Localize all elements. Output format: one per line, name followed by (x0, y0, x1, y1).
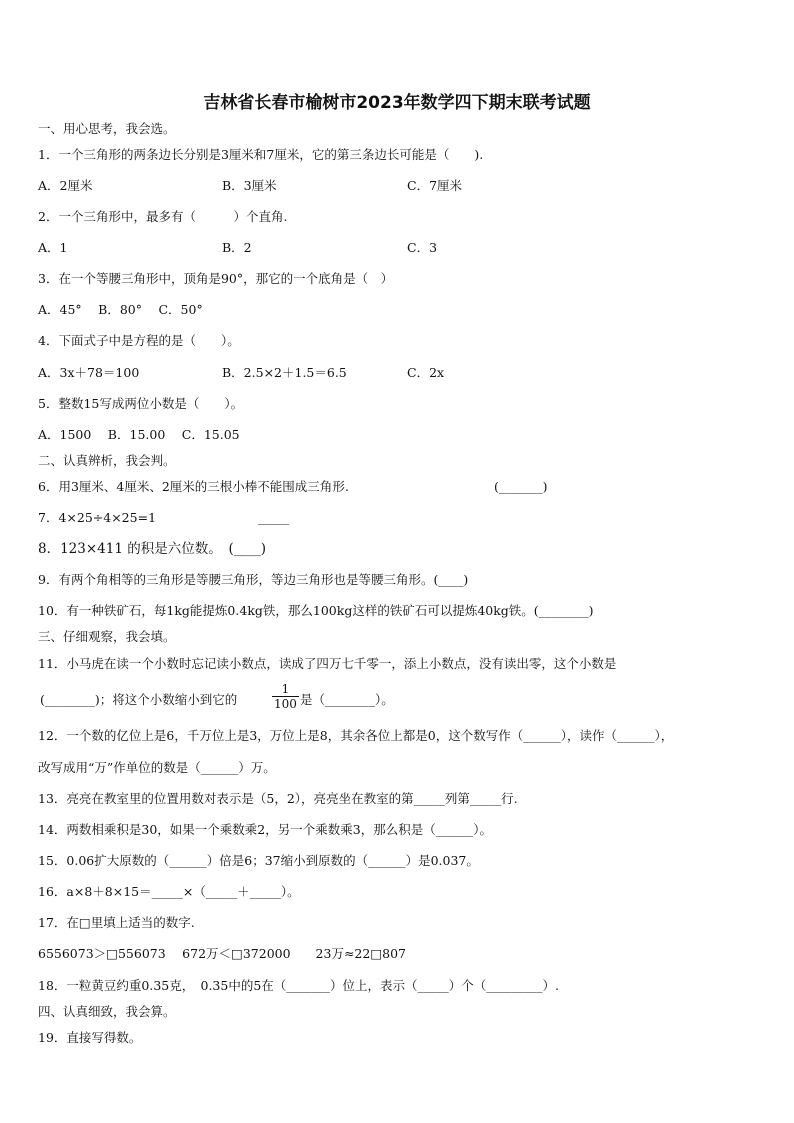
fraction-one-hundredth (272, 682, 299, 711)
question-16: 16．a×8＋8×15＝_____×（_____＋_____）。 (38, 884, 300, 899)
q1-option-a: A．2厘米 (38, 178, 93, 193)
question-7: 7．4×25÷4×25=1 (38, 510, 157, 525)
section-1-heading: 一、用心思考，我会选。 (38, 121, 176, 136)
q2-option-a: A．1 (38, 240, 68, 255)
section-4-heading: 四、认真细致，我会算。 (38, 1004, 176, 1019)
q1-option-b: B．3厘米 (222, 178, 277, 193)
q3-options: A．45° B．80° C．50° (38, 302, 203, 317)
question-11-line1: 11．小马虎在读一个小数时忘记读小数点，读成了四万七千零一，添上小数点，没有读出零，这个小数是 (38, 656, 617, 671)
q4-option-c: C．2x (407, 365, 445, 380)
section-2-heading: 二、认真辨析，我会判。 (38, 453, 176, 468)
question-1: 1．一个三角形的两条边长分别是3厘米和7厘米，它的第三条边长可能是（ ). (38, 147, 484, 162)
question-14: 14．两数相乘积是30，如果一个乘数乘2，另一个乘数乘3，那么积是（______）。 (38, 822, 492, 837)
question-17-items: 6556073＞□556073 672万＜□372000 23万≈22□807 (38, 946, 407, 961)
q6-answer-blank: (_______) (494, 479, 548, 494)
question-8: 8．123×411 的积是六位数。 (____) (38, 541, 267, 557)
q7-answer-blank: _____ (258, 510, 290, 525)
question-17: 17．在□里填上适当的数字. (38, 915, 195, 930)
question-9: 9．有两个角相等的三角形是等腰三角形，等边三角形也是等腰三角形。(____) (38, 572, 469, 587)
q5-options: A．1500 B．15.00 C．15.05 (38, 427, 240, 442)
fraction-numerator: 1 (272, 682, 299, 697)
page-title: 吉林省长春市榆树市2023年数学四下期末联考试题 (203, 93, 591, 113)
question-4: 4．下面式子中是方程的是（ ）。 (38, 333, 240, 348)
question-13: 13．亮亮在教室里的位置用数对表示是（5，2），亮亮坐在教室的第_____列第_____行. (38, 791, 518, 806)
question-12-line2: 改写成用“万”作单位的数是（______）万。 (38, 760, 276, 775)
question-3: 3．在一个等腰三角形中，顶角是90°，那它的一个底角是（ ） (38, 271, 394, 286)
question-18: 18．一粒黄豆约重0.35克， 0.35中的5在（_______）位上，表示（_____）个（_________）. (38, 978, 559, 993)
question-12-line1: 12．一个数的亿位上是6，千万位上是3，万位上是8，其余各位上都是0，这个数写作（______），读作（______）， (38, 728, 674, 743)
question-11-line2-part2: 是（________）。 (300, 692, 394, 707)
question-5: 5．整数15写成两位小数是（ ）。 (38, 396, 244, 411)
q4-option-a: A．3x＋78＝100 (38, 365, 140, 380)
question-10: 10．有一种铁矿石，每1kg能提炼0.4kg铁，那么100kg这样的铁矿石可以提炼40kg铁。(________) (38, 603, 594, 618)
q2-option-c: C．3 (407, 240, 438, 255)
section-3-heading: 三、仔细观察，我会填。 (38, 629, 176, 644)
q4-option-b: B．2.5×2＋1.5＝6.5 (222, 365, 347, 380)
question-6: 6．用3厘米、4厘米、2厘米的三根小棒不能围成三角形. (38, 479, 349, 494)
q2-option-b: B．2 (222, 240, 252, 255)
question-19: 19．直接写得数。 (38, 1030, 142, 1045)
fraction-denominator: 100 (274, 697, 297, 711)
question-11-line2-part1: (________)；将这个小数缩小到它的 (40, 692, 238, 707)
question-15: 15．0.06扩大原数的（______）倍是6；37缩小到原数的（______）是0.037。 (38, 853, 479, 868)
question-2: 2．一个三角形中，最多有（ ）个直角. (38, 209, 288, 224)
q1-option-c: C．7厘米 (407, 178, 463, 193)
